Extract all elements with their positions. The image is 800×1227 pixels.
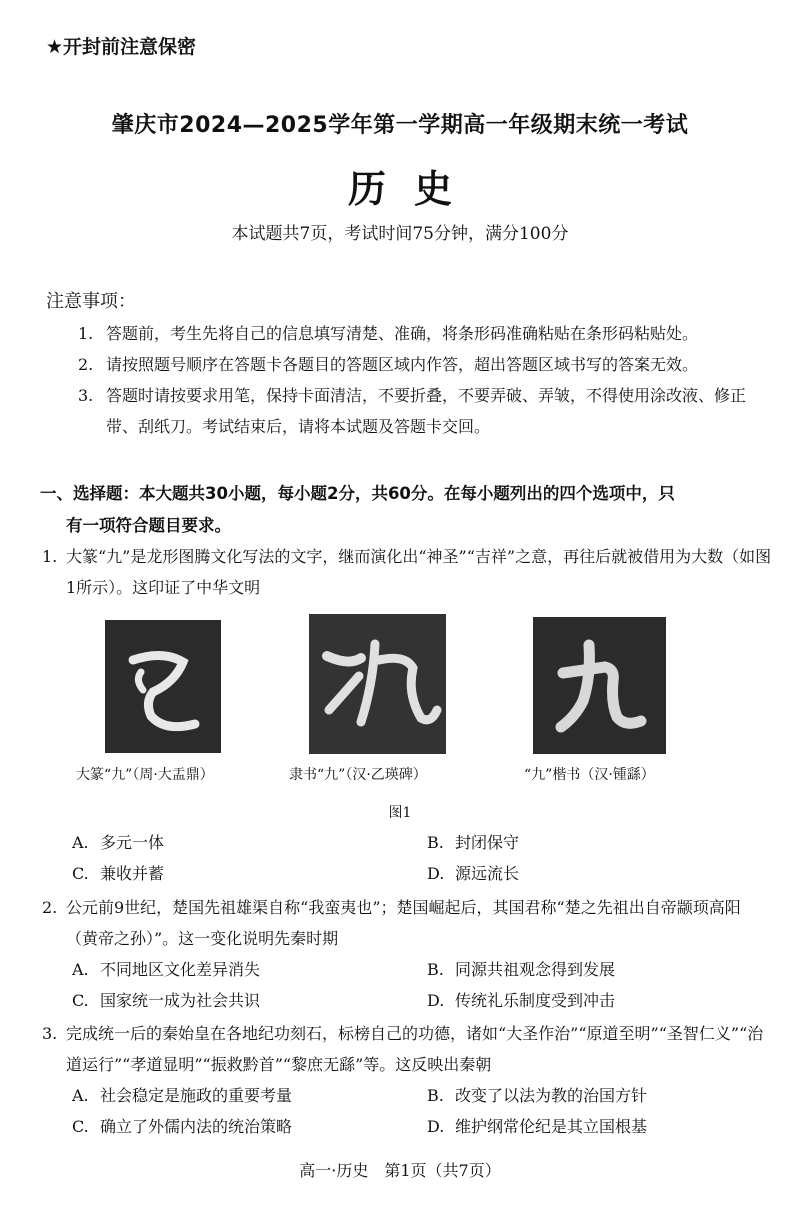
secret-notice: ★开封前注意保密 [46, 36, 197, 58]
option-c[interactable] [72, 985, 427, 1016]
option-a[interactable] [72, 1080, 427, 1111]
option-d[interactable] [427, 985, 782, 1016]
notice-number: 2. [78, 355, 94, 374]
option-text: 改变了以法为教的治国方针 [455, 1086, 648, 1105]
notice-number: 3. [78, 386, 94, 405]
option-letter: A. [72, 1086, 89, 1105]
notice-number: 1. [78, 324, 94, 343]
notice-text: 答题时请按要求用笔，保持卡面清洁，不要折叠，不要弄破、弄皱，不得使用涂改液、修正带、刮纸刀。考试结束后，请将本试题及答题卡交回。 [106, 386, 747, 436]
figure-image-dazhuan [105, 620, 221, 753]
option-text: 维护纲常伦纪是其立国根基 [455, 1117, 648, 1136]
option-letter: A. [72, 833, 89, 852]
option-a[interactable] [72, 827, 427, 858]
option-text: 社会稳定是施政的重要考量 [100, 1086, 293, 1105]
section-heading-line1: 一、选择题：本大题共30小题，每小题2分，共60分。在每小题列出的四个选项中，只 [40, 484, 675, 503]
question-1-options [42, 827, 772, 889]
notice-list [78, 318, 758, 442]
question-1 [42, 541, 772, 603]
option-letter: B. [427, 960, 444, 979]
dazhuan-nine-glyph-icon [105, 620, 221, 753]
option-text: 源远流长 [455, 864, 520, 883]
option-a[interactable] [72, 954, 427, 985]
option-b[interactable] [427, 954, 782, 985]
option-letter: A. [72, 960, 89, 979]
option-b[interactable] [427, 827, 782, 858]
options-grid [42, 827, 772, 889]
section-heading [40, 478, 770, 542]
option-letter: C. [72, 864, 89, 883]
question-stem [42, 1018, 772, 1080]
page-footer: 高一·历史 第1页（共7页） [299, 1161, 501, 1180]
lishu-nine-glyph-icon [309, 614, 446, 754]
option-letter: C. [72, 1117, 89, 1136]
question-number: 3. [42, 1024, 58, 1043]
subject-title: 历史 [347, 166, 480, 211]
option-letter: D. [427, 991, 445, 1010]
figure-image-kaishu [533, 617, 666, 754]
notice-title: 注意事项： [46, 291, 136, 312]
question-2 [42, 892, 772, 1016]
question-stem [42, 892, 772, 954]
option-text: 多元一体 [100, 833, 165, 852]
question-text: 完成统一后的秦始皇在各地纪功刻石，标榜自己的功德，诸如“大圣作治”“原道至明”“圣智仁义”“治道运行”“孝道显明”“振救黔首”“黎庶无繇”等。这反映出秦朝 [66, 1024, 764, 1074]
options-grid [42, 954, 772, 1016]
option-text: 兼收并蓄 [100, 864, 165, 883]
option-letter: B. [427, 1086, 444, 1105]
figure-label: 图1 [388, 805, 412, 821]
option-text: 同源共祖观念得到发展 [455, 960, 616, 979]
option-c[interactable] [72, 858, 427, 889]
option-letter: B. [427, 833, 444, 852]
option-d[interactable] [427, 858, 782, 889]
option-d[interactable] [427, 1111, 782, 1142]
figure-image-lishu [309, 614, 446, 754]
options-grid [42, 1080, 772, 1142]
option-b[interactable] [427, 1080, 782, 1111]
question-text: 大篆“九”是龙形图腾文化写法的文字，继而演化出“神圣”“吉祥”之意，再往后就被借用为大数（如图1所示）。这印证了中华文明 [66, 547, 772, 597]
notice-item [78, 380, 758, 442]
option-text: 不同地区文化差异消失 [100, 960, 261, 979]
option-text: 传统礼乐制度受到冲击 [455, 991, 616, 1010]
option-letter: D. [427, 864, 445, 883]
question-stem [42, 541, 772, 603]
notice-text: 答题前，考生先将自己的信息填写清楚、准确，将条形码准确粘贴在条形码粘贴处。 [106, 324, 699, 343]
section-heading-line2: 有一项符合题目要求。 [66, 516, 231, 535]
notice-item [78, 318, 758, 349]
question-number: 2. [42, 898, 58, 917]
figure-caption: 大篆“九”（周·大盂鼎） [76, 767, 214, 783]
question-3 [42, 1018, 772, 1142]
exam-meta: 本试题共7页，考试时间75分钟，满分100分 [231, 224, 569, 244]
option-text: 封闭保守 [455, 833, 520, 852]
figure-caption: “九”楷书（汉·锺繇） [524, 767, 655, 783]
figure-caption: 隶书“九”（汉·乙瑛碑） [289, 767, 427, 783]
option-text: 确立了外儒内法的统治策略 [100, 1117, 293, 1136]
exam-title: 肇庆市2024—2025学年第一学期高一年级期末统一考试 [111, 113, 689, 138]
notice-item [78, 349, 758, 380]
option-letter: C. [72, 991, 89, 1010]
option-c[interactable] [72, 1111, 427, 1142]
question-text: 公元前9世纪，楚国先祖雄渠自称“我蛮夷也”；楚国崛起后，其国君称“楚之先祖出自帝颛顼高阳（黄帝之孙）”。这一变化说明先秦时期 [66, 898, 741, 948]
kaishu-nine-glyph-icon [533, 617, 666, 754]
option-letter: D. [427, 1117, 445, 1136]
question-number: 1. [42, 547, 58, 566]
option-text: 国家统一成为社会共识 [100, 991, 261, 1010]
notice-text: 请按照题号顺序在答题卡各题目的答题区域内作答，超出答题区域书写的答案无效。 [106, 355, 699, 374]
